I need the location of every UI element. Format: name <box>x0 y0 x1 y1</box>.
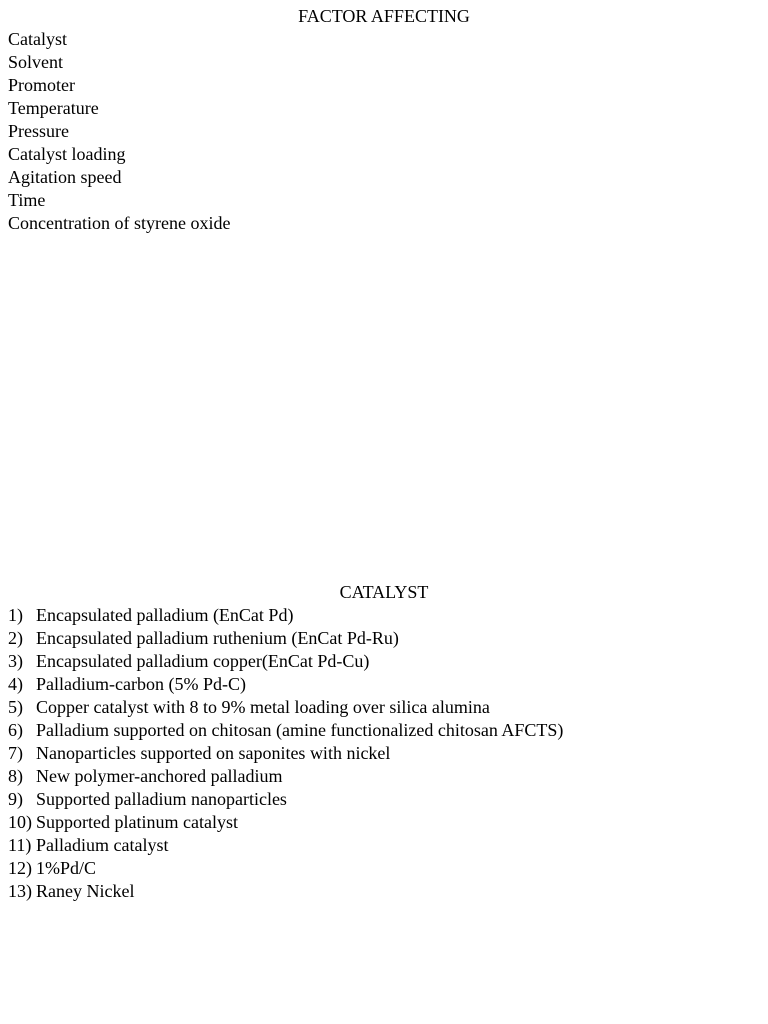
catalyst-item-number: 7) <box>8 743 23 763</box>
catalyst-item-text: Encapsulated palladium (EnCat Pd) <box>36 605 294 625</box>
catalyst-item <box>8 604 563 627</box>
catalyst-item-text: Palladium supported on chitosan (amine functionalized chitosan AFCTS) <box>36 720 564 740</box>
catalyst-item-number: 1) <box>8 605 23 625</box>
catalyst-item-text: Copper catalyst with 8 to 9% metal loading over silica alumina <box>36 697 490 717</box>
catalyst-item-text: Encapsulated palladium ruthenium (EnCat Pd-Ru) <box>36 628 399 648</box>
catalyst-item-number: 11) <box>8 835 32 855</box>
factor-item: Catalyst <box>8 29 67 49</box>
catalyst-item-text: Palladium-carbon (5% Pd-C) <box>36 674 246 694</box>
catalyst-item-text: Supported palladium nanoparticles <box>36 789 287 809</box>
catalyst-item-text: New polymer-anchored palladium <box>36 766 283 786</box>
catalyst-item-text: Palladium catalyst <box>36 835 169 855</box>
factor-item: Pressure <box>8 121 69 141</box>
catalyst-item <box>8 834 563 857</box>
catalyst-item <box>8 650 563 673</box>
catalyst-title: CATALYST <box>339 582 429 602</box>
catalyst-item-text: Nanoparticles supported on saponites with nickel <box>36 743 391 763</box>
factor-item: Concentration of styrene oxide <box>8 213 231 233</box>
catalyst-item-number: 3) <box>8 651 23 671</box>
catalyst-item <box>8 719 563 742</box>
factor-item: Agitation speed <box>8 167 122 187</box>
factor-item: Promoter <box>8 75 75 95</box>
catalyst-item-number: 6) <box>8 720 23 740</box>
catalyst-item <box>8 696 563 719</box>
catalyst-item-number: 9) <box>8 789 23 809</box>
factor-list <box>8 28 230 235</box>
catalyst-item <box>8 880 563 903</box>
catalyst-item-number: 8) <box>8 766 23 786</box>
catalyst-item-number: 12) <box>8 858 32 878</box>
catalyst-item <box>8 811 563 834</box>
catalyst-item <box>8 788 563 811</box>
catalyst-item-number: 2) <box>8 628 23 648</box>
catalyst-item-text: 1%Pd/C <box>36 858 97 878</box>
factor-item: Time <box>8 190 46 210</box>
catalyst-item <box>8 857 563 880</box>
catalyst-item-number: 4) <box>8 674 23 694</box>
catalyst-list <box>8 604 563 903</box>
catalyst-item-text: Supported platinum catalyst <box>36 812 238 832</box>
factor-item: Temperature <box>8 98 99 118</box>
catalyst-item-number: 5) <box>8 697 23 717</box>
catalyst-item <box>8 765 563 788</box>
catalyst-item <box>8 742 563 765</box>
catalyst-item-text: Encapsulated palladium copper(EnCat Pd-Cu) <box>36 651 370 671</box>
catalyst-item-number: 10) <box>8 812 32 832</box>
catalyst-item-text: Raney Nickel <box>36 881 135 901</box>
factor-item: Catalyst loading <box>8 144 126 164</box>
catalyst-item <box>8 673 563 696</box>
catalyst-item-number: 13) <box>8 881 32 901</box>
factor-item: Solvent <box>8 52 64 72</box>
catalyst-item <box>8 627 563 650</box>
factors-title: FACTOR AFFECTING <box>298 6 470 26</box>
